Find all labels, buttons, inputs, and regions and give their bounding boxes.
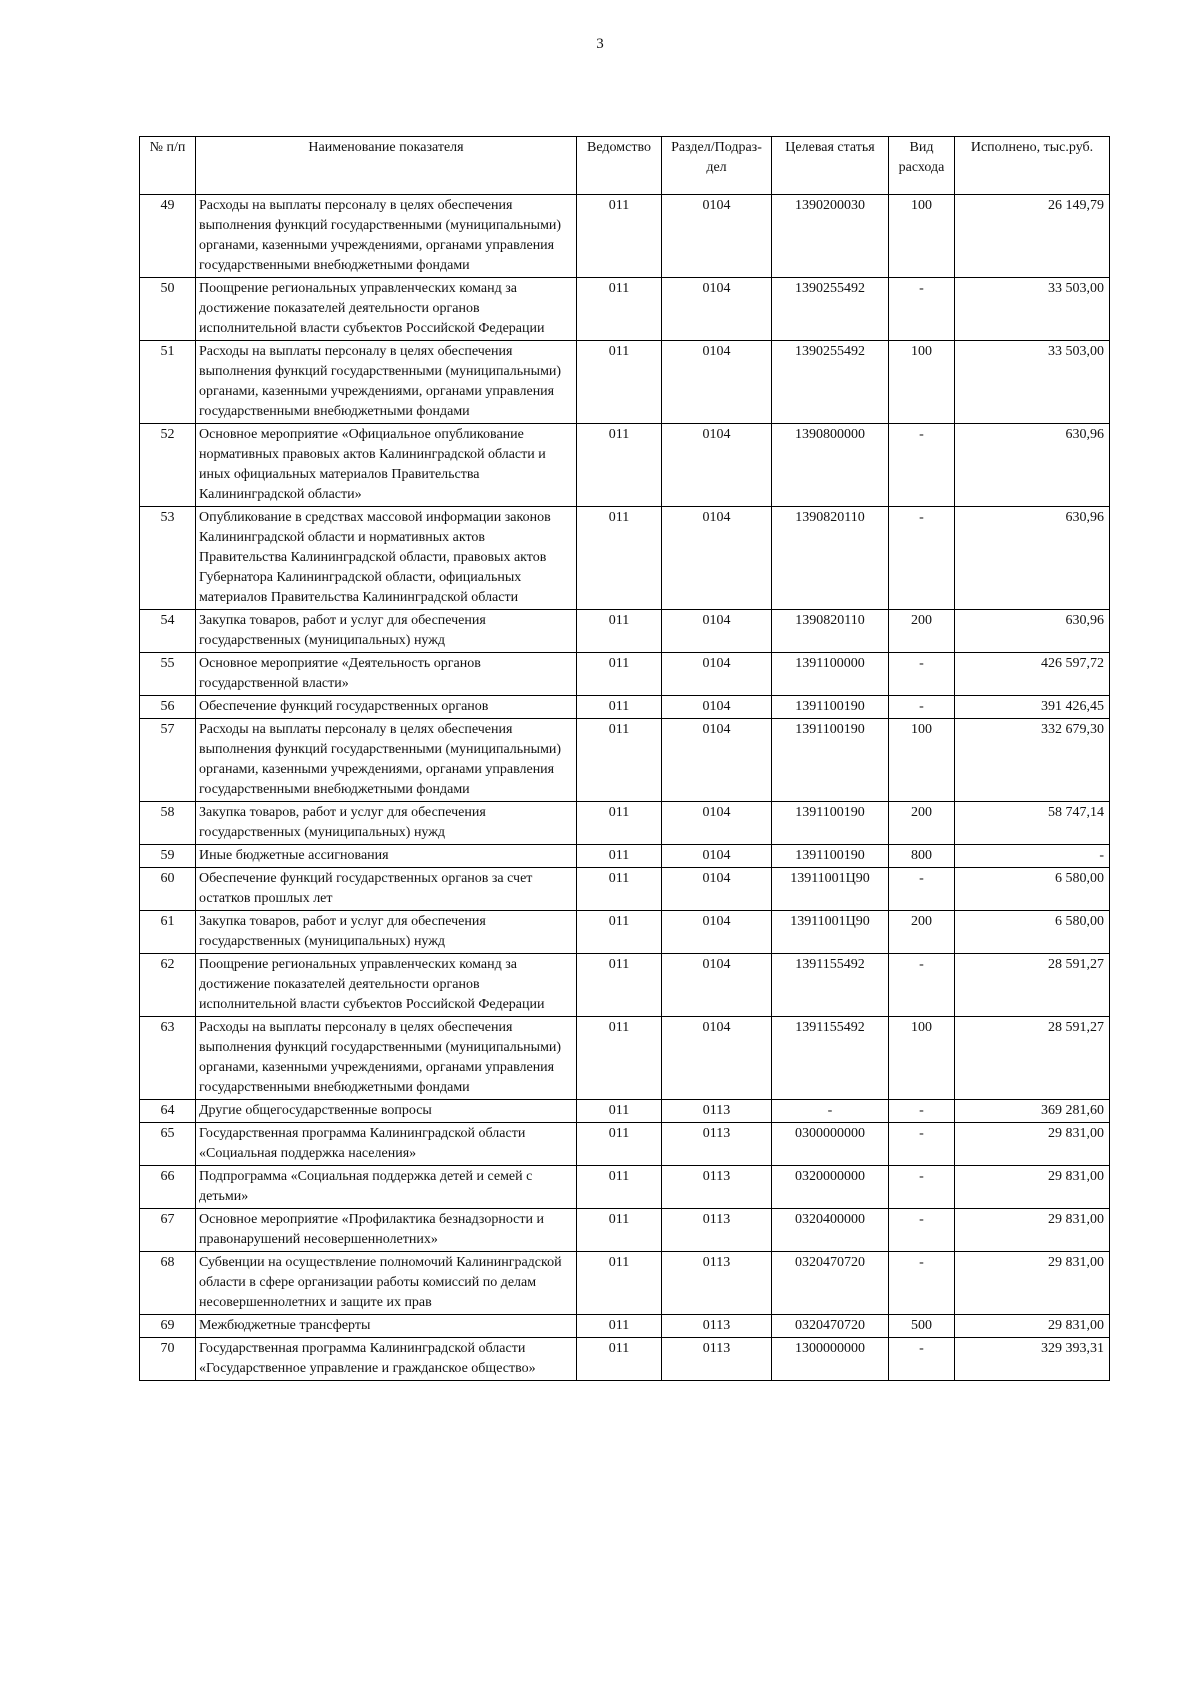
cell-target: 1391100000: [772, 653, 889, 696]
cell-num: 64: [140, 1100, 196, 1123]
cell-dept: 011: [577, 195, 662, 278]
cell-type: 100: [889, 195, 955, 278]
cell-num: 65: [140, 1123, 196, 1166]
cell-section: 0104: [662, 1017, 772, 1100]
table-row: [140, 954, 1110, 1017]
cell-section: 0104: [662, 424, 772, 507]
table-body: [140, 195, 1110, 1381]
cell-executed: 29 831,00: [955, 1166, 1110, 1209]
cell-type: -: [889, 1338, 955, 1381]
cell-target: 1391100190: [772, 845, 889, 868]
cell-type: -: [889, 696, 955, 719]
cell-target: 1391100190: [772, 719, 889, 802]
cell-type: 200: [889, 802, 955, 845]
cell-executed: 33 503,00: [955, 341, 1110, 424]
cell-num: 53: [140, 507, 196, 610]
cell-type: 100: [889, 1017, 955, 1100]
cell-section: 0104: [662, 610, 772, 653]
table-row: [140, 1017, 1110, 1100]
table-row: [140, 341, 1110, 424]
cell-executed: -: [955, 845, 1110, 868]
cell-executed: 58 747,14: [955, 802, 1110, 845]
cell-target: 1391155492: [772, 1017, 889, 1100]
cell-dept: 011: [577, 1100, 662, 1123]
cell-name: Закупка товаров, работ и услуг для обеспечения государственных (муниципальных) нужд: [196, 911, 577, 954]
table-row: [140, 1252, 1110, 1315]
cell-name: Обеспечение функций государственных органов за счет остатков прошлых лет: [196, 868, 577, 911]
cell-name: Подпрограмма «Социальная поддержка детей и семей с детьми»: [196, 1166, 577, 1209]
cell-dept: 011: [577, 845, 662, 868]
cell-type: 200: [889, 911, 955, 954]
cell-num: 56: [140, 696, 196, 719]
cell-section: 0104: [662, 341, 772, 424]
table-row: [140, 1209, 1110, 1252]
cell-executed: 29 831,00: [955, 1123, 1110, 1166]
cell-num: 60: [140, 868, 196, 911]
cell-num: 57: [140, 719, 196, 802]
cell-target: 0320400000: [772, 1209, 889, 1252]
table-row: [140, 1100, 1110, 1123]
table-header-row: [140, 137, 1110, 195]
cell-section: 0113: [662, 1100, 772, 1123]
cell-dept: 011: [577, 1338, 662, 1381]
cell-dept: 011: [577, 1209, 662, 1252]
cell-executed: 426 597,72: [955, 653, 1110, 696]
cell-num: 55: [140, 653, 196, 696]
cell-dept: 011: [577, 341, 662, 424]
cell-target: 1391100190: [772, 696, 889, 719]
cell-section: 0104: [662, 653, 772, 696]
table-row: [140, 610, 1110, 653]
cell-executed: 29 831,00: [955, 1252, 1110, 1315]
cell-section: 0104: [662, 719, 772, 802]
header-num: № п/п: [140, 137, 196, 195]
cell-target: 1390255492: [772, 278, 889, 341]
cell-num: 51: [140, 341, 196, 424]
table-row: [140, 868, 1110, 911]
cell-type: 800: [889, 845, 955, 868]
cell-section: 0104: [662, 845, 772, 868]
cell-target: 1390800000: [772, 424, 889, 507]
cell-section: 0104: [662, 696, 772, 719]
cell-name: Основное мероприятие «Деятельность органов государственной власти»: [196, 653, 577, 696]
cell-dept: 011: [577, 1315, 662, 1338]
cell-target: 1300000000: [772, 1338, 889, 1381]
cell-target: -: [772, 1100, 889, 1123]
cell-section: 0104: [662, 507, 772, 610]
cell-dept: 011: [577, 424, 662, 507]
cell-section: 0113: [662, 1338, 772, 1381]
cell-executed: 26 149,79: [955, 195, 1110, 278]
cell-executed: 630,96: [955, 507, 1110, 610]
cell-executed: 29 831,00: [955, 1315, 1110, 1338]
cell-num: 54: [140, 610, 196, 653]
cell-executed: 6 580,00: [955, 868, 1110, 911]
cell-executed: 332 679,30: [955, 719, 1110, 802]
table-row: [140, 1166, 1110, 1209]
cell-type: -: [889, 1123, 955, 1166]
cell-target: 13911001Ц90: [772, 868, 889, 911]
table-row: [140, 653, 1110, 696]
cell-num: 68: [140, 1252, 196, 1315]
cell-num: 58: [140, 802, 196, 845]
cell-name: Поощрение региональных управленческих команд за достижение показателей деятельности органов исполнительной власти субъектов Российской Федерации: [196, 278, 577, 341]
cell-dept: 011: [577, 653, 662, 696]
cell-dept: 011: [577, 507, 662, 610]
cell-dept: 011: [577, 868, 662, 911]
cell-type: -: [889, 1166, 955, 1209]
cell-type: 100: [889, 341, 955, 424]
cell-target: 1390200030: [772, 195, 889, 278]
cell-dept: 011: [577, 719, 662, 802]
table-row: [140, 802, 1110, 845]
header-name: Наименование показателя: [196, 137, 577, 195]
cell-type: -: [889, 653, 955, 696]
cell-type: -: [889, 1209, 955, 1252]
cell-name: Поощрение региональных управленческих команд за достижение показателей деятельности органов исполнительной власти субъектов Российской Федерации: [196, 954, 577, 1017]
cell-type: -: [889, 507, 955, 610]
cell-target: 0320470720: [772, 1252, 889, 1315]
table-row: [140, 507, 1110, 610]
cell-executed: 329 393,31: [955, 1338, 1110, 1381]
cell-name: Расходы на выплаты персоналу в целях обеспечения выполнения функций государственными (муниципальными) органами, казенными учреждениями, органами управления государственными внебюджетными фондами: [196, 719, 577, 802]
header-type: Вид расхода: [889, 137, 955, 195]
cell-executed: 369 281,60: [955, 1100, 1110, 1123]
cell-section: 0113: [662, 1123, 772, 1166]
cell-executed: 28 591,27: [955, 954, 1110, 1017]
cell-type: -: [889, 868, 955, 911]
cell-target: 0300000000: [772, 1123, 889, 1166]
cell-section: 0104: [662, 954, 772, 1017]
cell-section: 0104: [662, 802, 772, 845]
table-row: [140, 195, 1110, 278]
cell-num: 61: [140, 911, 196, 954]
cell-name: Основное мероприятие «Профилактика безнадзорности и правонарушений несовершеннолетних»: [196, 1209, 577, 1252]
table-row: [140, 424, 1110, 507]
cell-num: 50: [140, 278, 196, 341]
cell-num: 70: [140, 1338, 196, 1381]
cell-name: Закупка товаров, работ и услуг для обеспечения государственных (муниципальных) нужд: [196, 610, 577, 653]
cell-section: 0104: [662, 195, 772, 278]
table-row: [140, 696, 1110, 719]
cell-num: 49: [140, 195, 196, 278]
cell-name: Государственная программа Калининградской области «Государственное управление и гражданское общество»: [196, 1338, 577, 1381]
cell-target: 1390820110: [772, 610, 889, 653]
cell-dept: 011: [577, 954, 662, 1017]
cell-name: Опубликование в средствах массовой информации законов Калининградской области и нормативных актов Правительства Калининградской области, правовых актов Губернатора Калининградской области, официальных материалов Правительства Калининградской области: [196, 507, 577, 610]
cell-executed: 6 580,00: [955, 911, 1110, 954]
cell-executed: 630,96: [955, 424, 1110, 507]
cell-dept: 011: [577, 1017, 662, 1100]
cell-name: Субвенции на осуществление полномочий Калининградской области в сфере организации работы комиссий по делам несовершеннолетних и защите их прав: [196, 1252, 577, 1315]
cell-target: 13911001Ц90: [772, 911, 889, 954]
cell-name: Основное мероприятие «Официальное опубликование нормативных правовых актов Калининградской области и иных официальных материалов Правительства Калининградской области»: [196, 424, 577, 507]
table-row: [140, 1123, 1110, 1166]
cell-target: 1391155492: [772, 954, 889, 1017]
cell-executed: 391 426,45: [955, 696, 1110, 719]
cell-name: Межбюджетные трансферты: [196, 1315, 577, 1338]
cell-type: -: [889, 424, 955, 507]
cell-name: Закупка товаров, работ и услуг для обеспечения государственных (муниципальных) нужд: [196, 802, 577, 845]
cell-section: 0104: [662, 868, 772, 911]
cell-section: 0113: [662, 1209, 772, 1252]
cell-type: -: [889, 278, 955, 341]
cell-num: 66: [140, 1166, 196, 1209]
cell-executed: 630,96: [955, 610, 1110, 653]
cell-dept: 011: [577, 278, 662, 341]
cell-section: 0113: [662, 1252, 772, 1315]
cell-target: 1391100190: [772, 802, 889, 845]
cell-name: Расходы на выплаты персоналу в целях обеспечения выполнения функций государственными (муниципальными) органами, казенными учреждениями, органами управления государственными внебюджетными фондами: [196, 341, 577, 424]
cell-type: -: [889, 954, 955, 1017]
cell-target: 1390820110: [772, 507, 889, 610]
cell-name: Иные бюджетные ассигнования: [196, 845, 577, 868]
cell-executed: 29 831,00: [955, 1209, 1110, 1252]
cell-dept: 011: [577, 696, 662, 719]
cell-name: Обеспечение функций государственных органов: [196, 696, 577, 719]
cell-dept: 011: [577, 1123, 662, 1166]
cell-type: 100: [889, 719, 955, 802]
header-dept: Ведомство: [577, 137, 662, 195]
cell-section: 0104: [662, 911, 772, 954]
cell-target: 0320000000: [772, 1166, 889, 1209]
cell-section: 0104: [662, 278, 772, 341]
header-target: Целевая статья: [772, 137, 889, 195]
table-row: [140, 911, 1110, 954]
header-section: Раздел/Подраз-дел: [662, 137, 772, 195]
cell-num: 62: [140, 954, 196, 1017]
cell-target: 1390255492: [772, 341, 889, 424]
cell-dept: 011: [577, 1252, 662, 1315]
cell-name: Расходы на выплаты персоналу в целях обеспечения выполнения функций государственными (муниципальными) органами, казенными учреждениями, органами управления государственными внебюджетными фондами: [196, 1017, 577, 1100]
cell-section: 0113: [662, 1315, 772, 1338]
cell-num: 52: [140, 424, 196, 507]
cell-name: Другие общегосударственные вопросы: [196, 1100, 577, 1123]
cell-section: 0113: [662, 1166, 772, 1209]
cell-dept: 011: [577, 911, 662, 954]
budget-table: [139, 136, 1110, 1381]
cell-num: 67: [140, 1209, 196, 1252]
cell-type: -: [889, 1252, 955, 1315]
table-row: [140, 1315, 1110, 1338]
cell-executed: 28 591,27: [955, 1017, 1110, 1100]
cell-executed: 33 503,00: [955, 278, 1110, 341]
cell-num: 69: [140, 1315, 196, 1338]
page-number: 3: [596, 36, 604, 52]
table-row: [140, 1338, 1110, 1381]
header-executed: Исполнено, тыс.руб.: [955, 137, 1110, 195]
cell-name: Государственная программа Калининградской области «Социальная поддержка населения»: [196, 1123, 577, 1166]
cell-type: 200: [889, 610, 955, 653]
cell-dept: 011: [577, 610, 662, 653]
cell-num: 63: [140, 1017, 196, 1100]
cell-dept: 011: [577, 1166, 662, 1209]
cell-target: 0320470720: [772, 1315, 889, 1338]
cell-name: Расходы на выплаты персоналу в целях обеспечения выполнения функций государственными (муниципальными) органами, казенными учреждениями, органами управления государственными внебюджетными фондами: [196, 195, 577, 278]
table-row: [140, 719, 1110, 802]
cell-type: -: [889, 1100, 955, 1123]
cell-type: 500: [889, 1315, 955, 1338]
cell-num: 59: [140, 845, 196, 868]
cell-dept: 011: [577, 802, 662, 845]
table-row: [140, 845, 1110, 868]
table-row: [140, 278, 1110, 341]
